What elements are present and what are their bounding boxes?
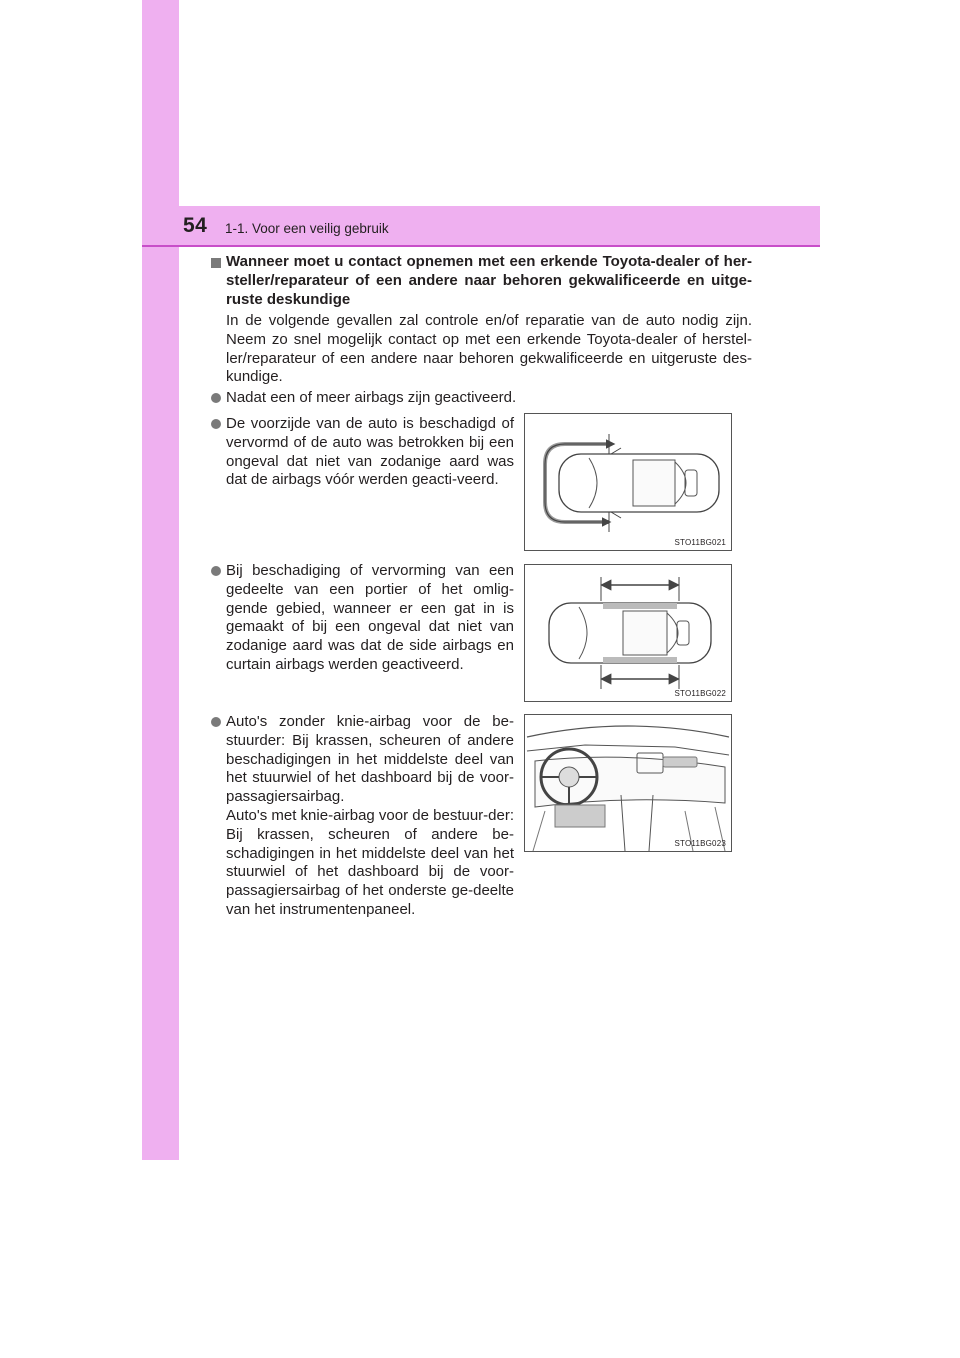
- intro-paragraph: In de volgende gevallen zal controle en/of reparatie van de auto nodig zijn. Neem zo snel mogelijk contact op met een erkende Toyota-dealer of herstel-ler/reparateur of een andere naar behoren gekwalificeerde en uitgeruste des-kundige.: [226, 312, 752, 386]
- figure-code: STO11BG021: [674, 538, 726, 547]
- figure-side-damage: [524, 564, 732, 702]
- car-front-damage-diagram-icon: [525, 414, 731, 550]
- bullet-dot-icon: [211, 566, 221, 576]
- page-number: 54: [183, 214, 208, 237]
- bullet-item-2: De voorzijde van de auto is beschadigd of vervormd of de auto was betrokken bij een ongeval dat niet van zodanige aard was dat de airbags vóór werden geacti-veerd.: [226, 415, 514, 489]
- figure-code: STO11BG022: [674, 689, 726, 698]
- bullet-dot-icon: [211, 419, 221, 429]
- header-rule: [142, 245, 820, 247]
- figure-front-damage: [524, 413, 732, 551]
- car-side-damage-diagram-icon: [525, 565, 731, 701]
- side-margin-band: [142, 0, 179, 1160]
- bullet-dot-icon: [211, 717, 221, 727]
- bullet-item-3: Bij beschadiging of vervorming van een gedeelte van een portier of het omlig-gende gebied, wanneer er een gat in is gemaakt of bij een ongeval dat niet van zodanige aard was dat de side airbags en curtain airbags werden geactiveerd.: [226, 562, 514, 673]
- dashboard-interior-diagram-icon: [525, 715, 731, 851]
- bullet-item-4: [226, 713, 514, 920]
- figure-dashboard-damage: [524, 714, 732, 852]
- section-title: 1-1. Voor een veilig gebruik: [225, 221, 389, 236]
- heading-square-icon: [211, 258, 221, 268]
- section-heading: Wanneer moet u contact opnemen met een erkende Toyota-dealer of her-steller/reparateur of een andere naar behoren gekwalificeerde en uitge-ruste deskundige: [226, 253, 752, 308]
- bullet-item-4-part-2: Auto's met knie-airbag voor de bestuur-der: Bij krassen, scheuren of andere be-schadigingen in het middelste deel van het stuurwiel of het dashboard bij de voor-passagiersairbag of het onderste ge-deelte van het instrumentenpaneel.: [226, 806, 515, 918]
- figure-code: STO11BG023: [674, 839, 726, 848]
- bullet-item-1: Nadat een of meer airbags zijn geactiveerd.: [226, 389, 517, 406]
- bullet-dot-icon: [211, 393, 221, 403]
- bullet-item-4-part-1: Auto's zonder knie-airbag voor de be-stuurder: Bij krassen, scheuren of andere beschadigingen in het middelste deel van het stuurwiel of het dashboard bij de voor-passagiersairbag.: [226, 713, 514, 806]
